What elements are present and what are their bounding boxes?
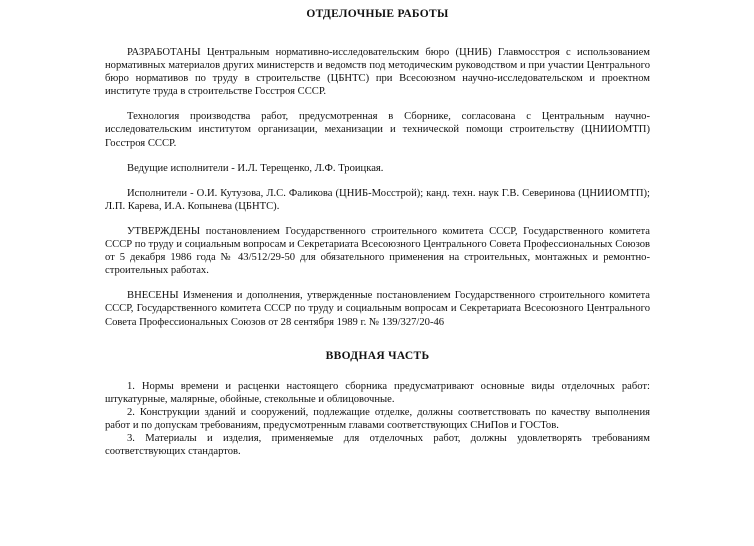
paragraph-technology: Технология производства работ, предусмотренная в Сборнике, согласована с Центральным научно-исследовательским институтом организации, механизации и технической помощи строительству (ЦНИИОМТП) Госстроя СССР. (105, 111, 650, 149)
paragraph-amendments: ВНЕСЕНЫ Изменения и дополнения, утвержденные постановлением Государственного строительного комитета СССР, Государственного комитета СССР по труду и социальным вопросам и Секретариата Всесоюзного Центрального Совета Профессиональных Союзов от 28 сентября 1989 г. № 139/327/20-46 (105, 290, 650, 328)
section-heading-introduction: ВВОДНАЯ ЧАСТЬ (325, 349, 430, 362)
paragraph-executors: Исполнители - О.И. Кутузова, Л.С. Фаликова (ЦНИБ-Мосстрой); канд. техн. наук Г.В. Северинова (ЦНИИОМТП); Л.П. Карева, И.А. Копынева (ЦБНТС). (105, 187, 650, 212)
paragraph-developed-by: РАЗРАБОТАНЫ Центральным нормативно-исследовательским бюро (ЦНИБ) Главмосстроя с использованием нормативных материалов других министерств и ведомств под методическим руководством и при участии Центрального бюро нормативов по труду в строительстве (ЦБНТС) при Всесоюзном научно-исследовательском и проектном институте труда в строительстве Госстроя СССР. (105, 47, 650, 98)
page-title: ОТДЕЛОЧНЫЕ РАБОТЫ (306, 8, 449, 20)
list-item: 2. Конструкции зданий и сооружений, подлежащие отделке, должны соответствовать по качеству выполнения работ и по допускам требованиям, предусмотренным главами соответствующих СНиПов и ГОСТов. (105, 406, 650, 431)
document-body (105, 0, 650, 458)
list-item: 3. Материалы и изделия, применяемые для отделочных работ, должны удовлетворять требованиям соответствующих стандартов. (105, 432, 650, 458)
list-item: 1. Нормы времени и расценки настоящего сборника предусматривают основные виды отделочных работ: штукатурные, малярные, обойные, стекольные и облицовочные. (105, 380, 650, 405)
paragraph-approved-by: УТВЕРЖДЕНЫ постановлением Государственного строительного комитета СССР, Государственного комитета СССР по труду и социальным вопросам и Секретариата Всесоюзного Центрального Совета Профессиональных Союзов от 5 декабря 1986 года № 43/512/29-50 для обязательного применения на строительных, монтажных и ремонтно-строительных работах. (105, 225, 650, 277)
paragraph-lead-executors: Ведущие исполнители - И.Л. Терещенко, Л.Ф. Троицкая. (127, 162, 384, 174)
